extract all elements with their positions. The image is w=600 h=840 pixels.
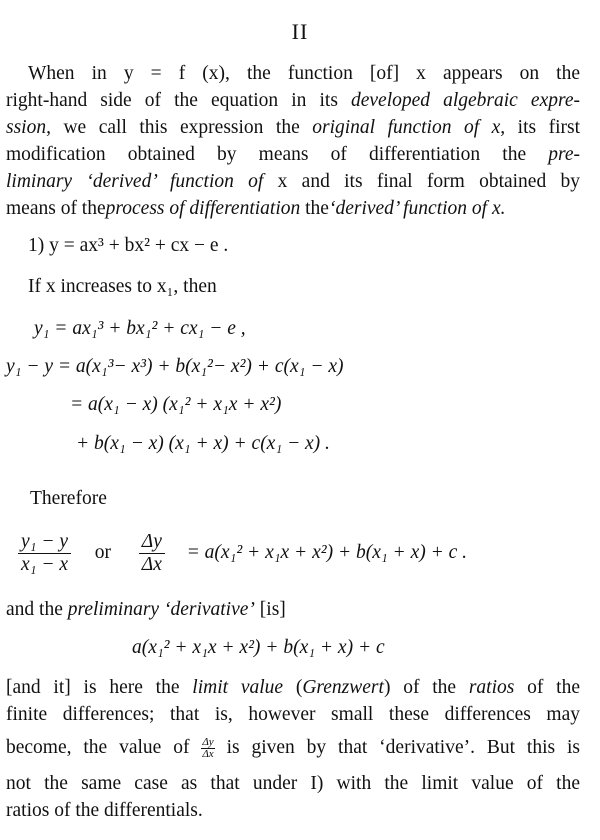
paragraph-1-line-4 xyxy=(6,143,580,167)
equation-2: y₁ = ax₁³ + bx₁² + cx₁ − e , xyxy=(34,318,246,339)
paragraph-2-line-1 xyxy=(6,676,580,700)
therefore-label: Therefore xyxy=(30,488,107,509)
paragraph-1-line-1: When in y = f (x), the function [of] x appears on the xyxy=(28,63,580,84)
text-run: of the xyxy=(514,677,580,698)
text-run: [is] xyxy=(254,599,286,620)
delta-numerator: Δy xyxy=(139,531,165,554)
text-run: ( xyxy=(283,677,303,698)
delta-denominator: Δx xyxy=(141,554,162,576)
emphasis-text: pre- xyxy=(548,144,580,165)
ratio-numerator: y₁ − y xyxy=(18,531,71,554)
text-run: become, the value of xyxy=(6,737,202,758)
equation-4: = a(x₁ − x) (x₁² + x₁x + x²) xyxy=(70,394,282,415)
paragraph-1-line-3 xyxy=(6,116,580,140)
text-run: the xyxy=(300,198,329,219)
text-run: [and it] is here the xyxy=(6,677,193,698)
emphasis-text: ‘derived’ function of x. xyxy=(328,198,506,219)
or-word: or xyxy=(94,542,111,563)
inline-delta-ratio xyxy=(201,737,214,760)
text-run: right-hand side of the equation in its xyxy=(6,90,351,111)
equation-6: a(x₁² + x₁x + x²) + b(x₁ + x) + c xyxy=(132,637,385,658)
text-run: its first xyxy=(505,117,580,138)
preliminary-derivative-line xyxy=(6,598,286,622)
emphasis-text: ssion, xyxy=(6,117,51,138)
emphasis-text: limit value xyxy=(192,677,284,698)
text-run: and the xyxy=(6,599,68,620)
paragraph-1-line-2 xyxy=(6,89,580,113)
paragraph-2-line-5: ratios of the differentials. xyxy=(6,800,203,821)
ratio-denominator: x₁ − x xyxy=(21,554,68,576)
difference-ratio xyxy=(18,531,71,576)
increase-statement: If x increases to x₁, then xyxy=(28,276,217,297)
ratio-equation xyxy=(18,530,467,576)
paragraph-1-line-6 xyxy=(6,197,506,221)
equation-1: 1) y = ax³ + bx² + cx − e . xyxy=(28,235,229,256)
emphasis-text: developed algebraic expre- xyxy=(350,90,580,111)
emphasis-text: process of differentiation xyxy=(105,198,301,219)
text-run: ) of the xyxy=(383,677,469,698)
text-run: we call this expression the xyxy=(50,117,313,138)
emphasis-text: ratios xyxy=(468,677,515,698)
text-run: is given by that ‘derivative’. But this is xyxy=(214,737,580,758)
section-heading: II xyxy=(291,19,309,44)
emphasis-text: preliminary ‘derivative’ xyxy=(67,599,255,620)
equation-3: y₁ − y = a(x₁³− x³) + b(x₁²− x²) + c(x₁ − x) xyxy=(6,356,344,377)
text-run: means of the xyxy=(6,198,106,219)
delta-ratio xyxy=(139,531,165,576)
ratio-rhs: = a(x₁² + x₁x + x²) + b(x₁ + x) + c . xyxy=(186,542,468,563)
paragraph-1-line-5 xyxy=(6,170,580,194)
emphasis-text: original function of x, xyxy=(312,117,506,138)
paragraph-2-line-2: finite differences; that is, however small these differences may xyxy=(6,704,580,725)
paragraph-2-line-3 xyxy=(6,736,580,760)
equation-5: + b(x₁ − x) (x₁ + x) + c(x₁ − x) . xyxy=(76,433,330,454)
inline-delta-denominator: Δx xyxy=(202,748,214,761)
paragraph-2-line-4: not the same case as that under I) with the limit value of the xyxy=(6,773,580,794)
text-run: modification obtained by means of differentiation the xyxy=(6,144,549,165)
emphasis-text: liminary ‘derived’ function of xyxy=(6,171,264,192)
text-run: x and its final form obtained by xyxy=(263,171,581,192)
emphasis-text: Grenzwert xyxy=(302,677,384,698)
inline-delta-numerator: Δy xyxy=(202,736,214,749)
